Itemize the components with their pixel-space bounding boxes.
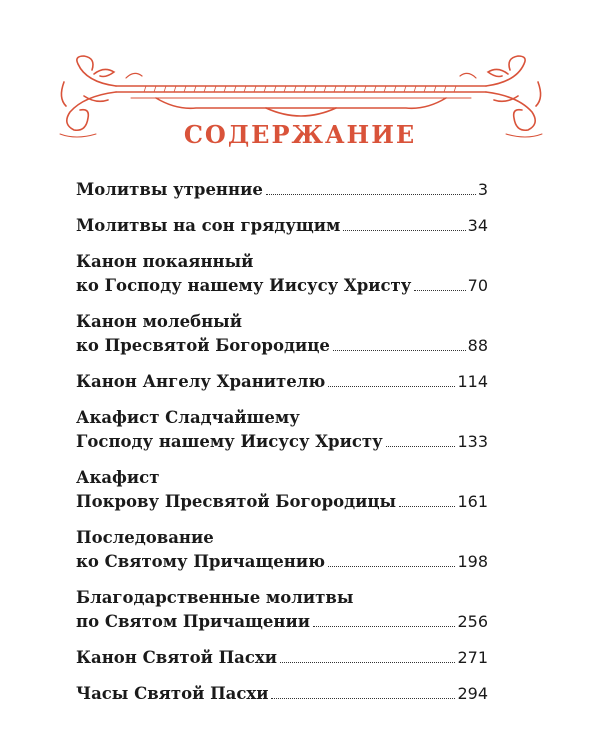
toc-entry-line — [76, 586, 488, 610]
toc-entry-line — [76, 526, 488, 550]
toc-entry — [76, 310, 488, 358]
dot-leader — [280, 661, 455, 663]
toc-entry — [76, 214, 488, 238]
toc-entry-title: ко Господу нашему Иисусу Христу — [76, 276, 412, 295]
toc-entry — [76, 178, 488, 202]
toc-entry-line — [76, 334, 488, 358]
toc-page-number: 70 — [467, 276, 488, 295]
toc-entry-line — [76, 610, 488, 634]
dot-leader — [399, 505, 455, 507]
toc-entry-title: Господу нашему Иисусу Христу — [76, 432, 383, 451]
toc-entry-title: ко Пресвятой Богородице — [76, 336, 330, 355]
toc-entry-title: Покрову Пресвятой Богородицы — [76, 492, 397, 511]
toc-entry-line — [76, 214, 488, 238]
toc-page-number: 294 — [457, 684, 488, 703]
toc-entry-line — [76, 682, 488, 706]
toc-page-number: 114 — [457, 372, 488, 391]
toc-page-number: 3 — [477, 180, 488, 199]
dot-leader — [271, 697, 455, 699]
toc-entry-title: Благодарственные молитвы — [76, 588, 354, 607]
toc-page-number: 161 — [457, 492, 488, 511]
toc-entry-line — [76, 274, 488, 298]
toc-entry-line — [76, 310, 488, 334]
toc-entry-title: Канон покаянный — [76, 252, 254, 271]
toc-entry-line — [76, 466, 488, 490]
toc-entry-title: Часы Святой Пасхи — [76, 684, 269, 703]
toc-entry-line — [76, 430, 488, 454]
toc-entry-title: по Святом Причащении — [76, 612, 310, 631]
toc-entry-line — [76, 370, 488, 394]
toc-entry — [76, 406, 488, 454]
dot-leader — [333, 349, 466, 351]
page-title: СОДЕРЖАНИЕ — [183, 120, 417, 149]
toc-page-number: 271 — [457, 648, 488, 667]
toc-page-number: 198 — [457, 552, 488, 571]
toc-entry-title: ко Святому Причащению — [76, 552, 326, 571]
toc-entry — [76, 646, 488, 670]
toc-entry-title: Молитвы на сон грядущим — [76, 216, 341, 235]
toc-entry — [76, 682, 488, 706]
toc-page-number: 256 — [457, 612, 488, 631]
toc-entry-line — [76, 646, 488, 670]
toc-entry — [76, 250, 488, 298]
dot-leader — [328, 385, 455, 387]
toc-entry-title: Молитвы утренние — [76, 180, 263, 199]
toc-page-number: 88 — [467, 336, 488, 355]
dot-leader — [386, 445, 456, 447]
toc-entry — [76, 370, 488, 394]
table-of-contents — [76, 178, 488, 718]
toc-entry-title: Канон Святой Пасхи — [76, 648, 277, 667]
toc-entry-title: Канон Ангелу Хранителю — [76, 372, 326, 391]
toc-page-number: 34 — [467, 216, 488, 235]
toc-entry-line — [76, 490, 488, 514]
toc-entry-title: Канон молебный — [76, 312, 242, 331]
toc-entry — [76, 526, 488, 574]
toc-entry — [76, 466, 488, 514]
toc-entry-title: Последование — [76, 528, 214, 547]
toc-page-number: 133 — [457, 432, 488, 451]
dot-leader — [343, 229, 465, 231]
dot-leader — [328, 565, 455, 567]
toc-entry — [76, 586, 488, 634]
dot-leader — [266, 193, 476, 195]
toc-entry-title: Акафист Сладчайшему — [76, 408, 300, 427]
toc-entry-line — [76, 178, 488, 202]
toc-entry-title: Акафист — [76, 468, 160, 487]
toc-entry-line — [76, 550, 488, 574]
dot-leader — [414, 289, 465, 291]
toc-entry-line — [76, 406, 488, 430]
dot-leader — [313, 625, 456, 627]
toc-entry-line — [76, 250, 488, 274]
